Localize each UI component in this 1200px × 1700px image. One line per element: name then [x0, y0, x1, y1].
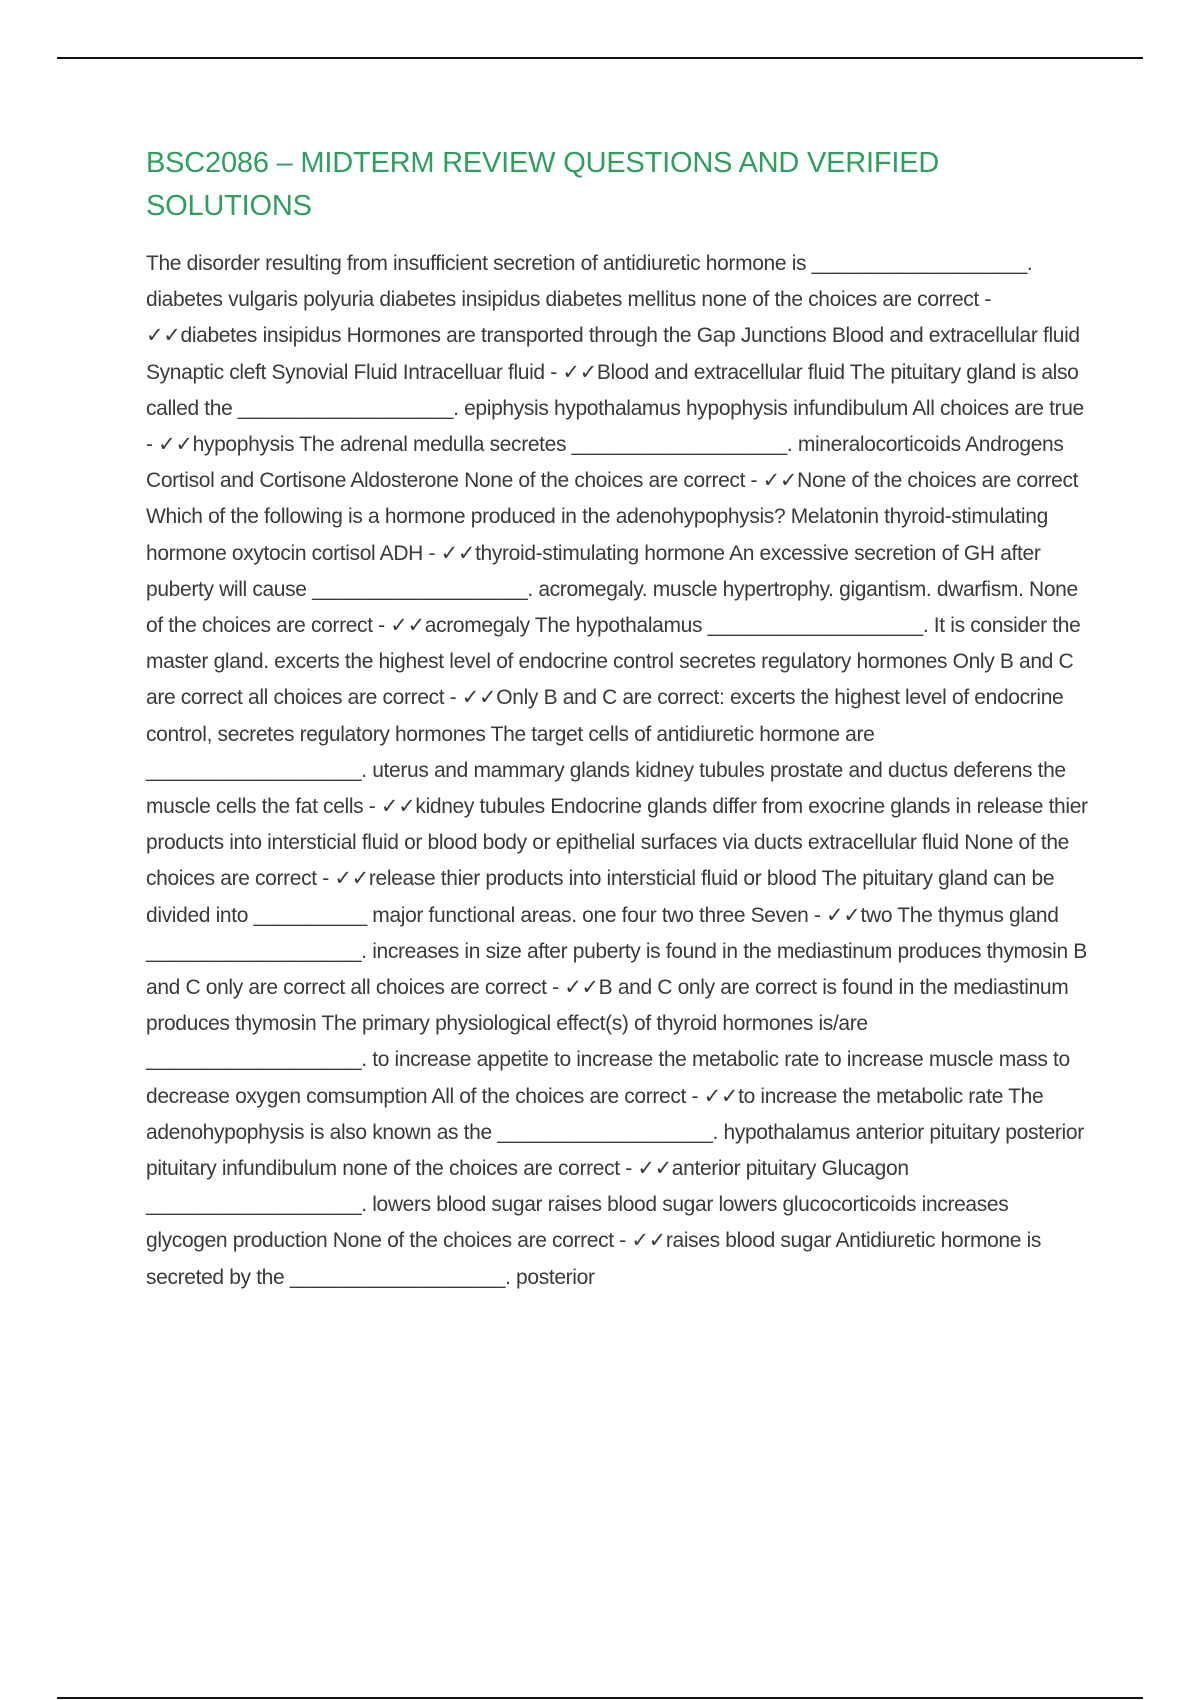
top-rule — [57, 57, 1143, 59]
bottom-rule — [57, 1697, 1143, 1699]
document-body: The disorder resulting from insufficient secretion of antidiuretic hormone is ___________________. diabetes vulgaris polyuria diabetes insipidus diabetes mellitus none of the choices are correct - ✓✓diabetes insipidus Hormones are transported through the Gap Junctions Blood and extracellular fluid Synaptic cleft Synovial Fluid Intracelluar fluid - ✓✓Blood and extracellular fluid The pituitary gland is also called the ___________________. epiphysis hypothalamus hypophysis infundibulum All choices are true - ✓✓hypophysis The adrenal medulla secretes ___________________. mineralocorticoids Androgens Cortisol and Cortisone Aldosterone None of the choices are correct - ✓✓None of the choices are correct Which of the following is a hormone produced in the adenohypophysis? Melatonin thyroid-stimulating hormone oxytocin cortisol ADH - ✓✓thyroid-stimulating hormone An excessive secretion of GH after puberty will cause ___________________. acromegaly. muscle hypertrophy. gigantism. dwarfism. None of the choices are correct - ✓✓acromegaly The hypothalamus ___________________. It is consider the master gland. excerts the highest level of endocrine control secretes regulatory hormones Only B and C are correct all choices are correct - ✓✓Only B and C are correct: excerts the highest level of endocrine control, secretes regulatory hormones The target cells of antidiuretic hormone are ___________________. uterus and mammary glands kidney tubules prostate and ductus deferens the muscle cells the fat cells - ✓✓kidney tubules Endocrine glands differ from exocrine glands in release thier products into intersticial fluid or blood body or epithelial surfaces via ducts extracellular fluid None of the choices are correct - ✓✓release thier products into intersticial fluid or blood The pituitary gland can be divided into __________ major functional areas. one four two three Seven - ✓✓two The thymus gland ___________________. increases in size after puberty is found in the mediastinum produces thymosin B and C only are correct all choices are correct - ✓✓B and C only are correct is found in the mediastinum produces thymosin The primary physiological effect(s) of thyroid hormones is/are ___________________. to increase appetite to increase the metabolic rate to increase muscle mass to decrease oxygen comsumption All of the choices are correct - ✓✓to increase the metabolic rate The adenohypophysis is also known as the ___________________. hypothalamus anterior pituitary posterior pituitary infundibulum none of the choices are correct - ✓✓anterior pituitary Glucagon ___________________. lowers blood sugar raises blood sugar lowers glucocorticoids increases glycogen production None of the choices are correct - ✓✓raises blood sugar Antidiuretic hormone is secreted by the ___________________. posterior — [146, 252, 1088, 1289]
document-content — [146, 142, 1091, 1296]
document-title: BSC2086 – MIDTERM REVIEW QUESTIONS AND VERIFIED SOLUTIONS — [146, 147, 940, 222]
